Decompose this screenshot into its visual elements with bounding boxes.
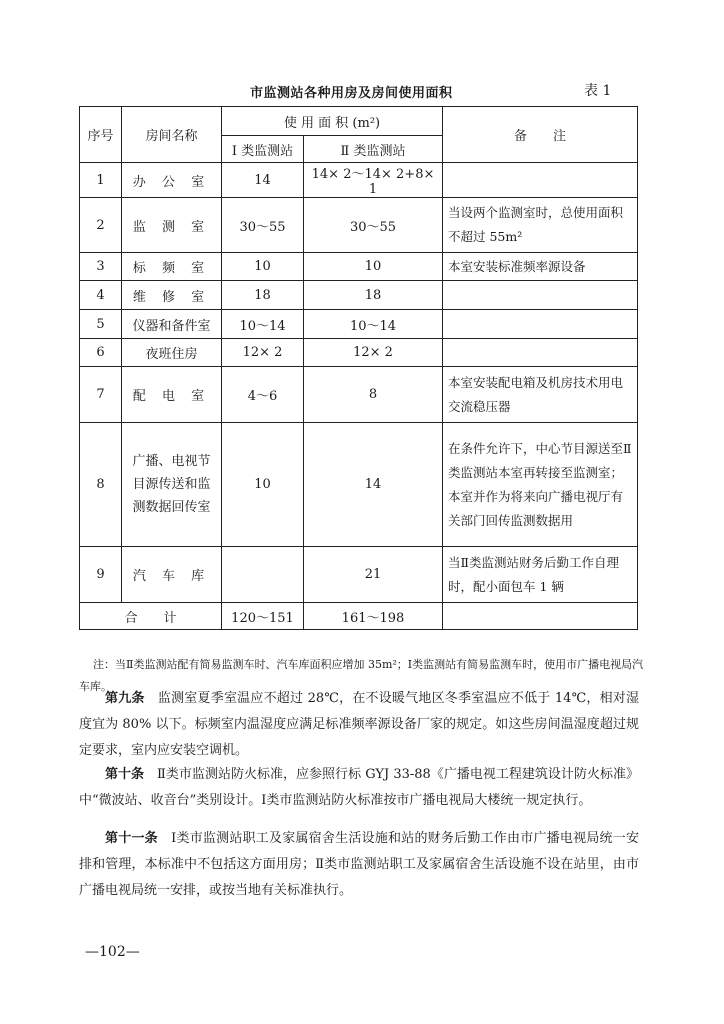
page-number: —102— bbox=[85, 944, 140, 960]
table-header-row bbox=[80, 107, 638, 136]
row-type2-area: 30～55 bbox=[304, 198, 443, 253]
row-remark: 本室安装配电箱及机房技术用电交流稳压器 bbox=[443, 367, 638, 423]
header-remark: 备 注 bbox=[443, 107, 638, 163]
header-room-name: 房间名称 bbox=[122, 107, 222, 163]
row-remark: 当Ⅱ类监测站财务后勤工作自理时，配小面包车 1 辆 bbox=[443, 547, 638, 603]
row-remark bbox=[443, 163, 638, 198]
row-seq: 1 bbox=[80, 163, 122, 198]
header-area-group: 使 用 面 积 (m²) bbox=[222, 107, 443, 136]
row-room-name: 配 电 室 bbox=[122, 367, 222, 423]
table-title: 市监测站各种用房及房间使用面积 bbox=[250, 86, 453, 101]
article-text: Ⅰ类市监测站职工及家属宿舍生活设施和站的财务后勤工作由市广播电视局统一安排和管理，本标准中不包括这方面用房；Ⅱ类市监测站职工及家属宿舍生活设施不设在站里，由市广播电视局统一安排，或按当地有关标准执行。 bbox=[79, 831, 639, 898]
header-type1: Ⅰ 类监测站 bbox=[222, 136, 304, 163]
table-row bbox=[80, 339, 638, 367]
header-seq: 序号 bbox=[80, 107, 122, 163]
row-type1-area: 18 bbox=[222, 281, 304, 310]
row-type2-area: 14× 2～14× 2+8× 1 bbox=[304, 163, 443, 198]
row-room-name: 广播、电视节目源传送和监测数据回传室 bbox=[122, 423, 222, 547]
row-type2-area: 14 bbox=[304, 423, 443, 547]
row-remark: 本室安装标准频率源设备 bbox=[443, 253, 638, 281]
table-row bbox=[80, 423, 638, 547]
table-number: 表 1 bbox=[584, 83, 612, 99]
article-text: Ⅱ类市监测站防火标准，应参照行标 GYJ 33-88《广播电视工程建筑设计防火标准》中“微波站、收音台”类别设计。Ⅰ类市监测站防火标准按市广播电视局大楼统一规定执行。 bbox=[79, 767, 639, 808]
row-room-name: 维 修 室 bbox=[122, 281, 222, 310]
table-row bbox=[80, 253, 638, 281]
article-label: 第十一条 bbox=[105, 831, 158, 846]
row-room-name: 汽 车 库 bbox=[122, 547, 222, 603]
row-room-name: 仪器和备件室 bbox=[122, 310, 222, 339]
table-row bbox=[80, 367, 638, 423]
row-room-name: 标 频 室 bbox=[122, 253, 222, 281]
row-type2-area: 21 bbox=[304, 547, 443, 603]
row-remark bbox=[443, 310, 638, 339]
article-11 bbox=[79, 826, 639, 904]
article-label: 第十条 bbox=[105, 767, 145, 782]
row-seq: 4 bbox=[80, 281, 122, 310]
row-type2-area: 10 bbox=[304, 253, 443, 281]
table-row bbox=[80, 198, 638, 253]
table-total-row bbox=[80, 603, 638, 630]
row-seq: 5 bbox=[80, 310, 122, 339]
header-type2: Ⅱ 类监测站 bbox=[304, 136, 443, 163]
row-seq: 7 bbox=[80, 367, 122, 423]
total-type2-area: 161～198 bbox=[304, 603, 443, 630]
row-type2-area: 10～14 bbox=[304, 310, 443, 339]
row-seq: 8 bbox=[80, 423, 122, 547]
row-type1-area bbox=[222, 547, 304, 603]
row-room-name: 夜班住房 bbox=[122, 339, 222, 367]
row-remark bbox=[443, 281, 638, 310]
row-room-name: 监 测 室 bbox=[122, 198, 222, 253]
row-seq: 9 bbox=[80, 547, 122, 603]
table-row bbox=[80, 547, 638, 603]
article-9 bbox=[79, 686, 639, 764]
row-seq: 2 bbox=[80, 198, 122, 253]
table-row bbox=[80, 163, 638, 198]
article-text: 监测室夏季室温应不超过 28℃，在不设暖气地区冬季室温应不低于 14℃，相对湿度宜为 80% 以下。标频室内温湿度应满足标准频率源设备厂家的规定。如这些房间温湿度超过规定要求，室内应安装空调机。 bbox=[79, 691, 639, 758]
row-type1-area: 10 bbox=[222, 253, 304, 281]
article-label: 第九条 bbox=[105, 691, 145, 706]
row-room-name: 办 公 室 bbox=[122, 163, 222, 198]
row-type2-area: 18 bbox=[304, 281, 443, 310]
row-seq: 6 bbox=[80, 339, 122, 367]
row-remark: 当设两个监测室时，总使用面积不超过 55m² bbox=[443, 198, 638, 253]
row-remark: 在条件允许下，中心节目源送至Ⅱ类监测站本室再转接至监测室；本室并作为将来向广播电视厅有关部门回传监测数据用 bbox=[443, 423, 638, 547]
total-remark bbox=[443, 603, 638, 630]
row-type2-area: 12× 2 bbox=[304, 339, 443, 367]
row-seq: 3 bbox=[80, 253, 122, 281]
row-type1-area: 30～55 bbox=[222, 198, 304, 253]
row-type2-area: 8 bbox=[304, 367, 443, 423]
total-label: 合 计 bbox=[80, 603, 222, 630]
table-note: 注：当Ⅱ类监测站配有简易监测车时、汽车库面积应增加 35m²；Ⅰ类监测站有简易监测车时，使用市广播电视局汽车库。 bbox=[79, 658, 644, 693]
row-remark bbox=[443, 339, 638, 367]
table-row bbox=[80, 310, 638, 339]
table-row bbox=[80, 281, 638, 310]
row-type1-area: 12× 2 bbox=[222, 339, 304, 367]
article-10 bbox=[79, 762, 639, 814]
row-type1-area: 14 bbox=[222, 163, 304, 198]
room-area-table bbox=[79, 106, 638, 630]
row-type1-area: 10～14 bbox=[222, 310, 304, 339]
row-type1-area: 10 bbox=[222, 423, 304, 547]
total-type1-area: 120～151 bbox=[222, 603, 304, 630]
row-type1-area: 4～6 bbox=[222, 367, 304, 423]
